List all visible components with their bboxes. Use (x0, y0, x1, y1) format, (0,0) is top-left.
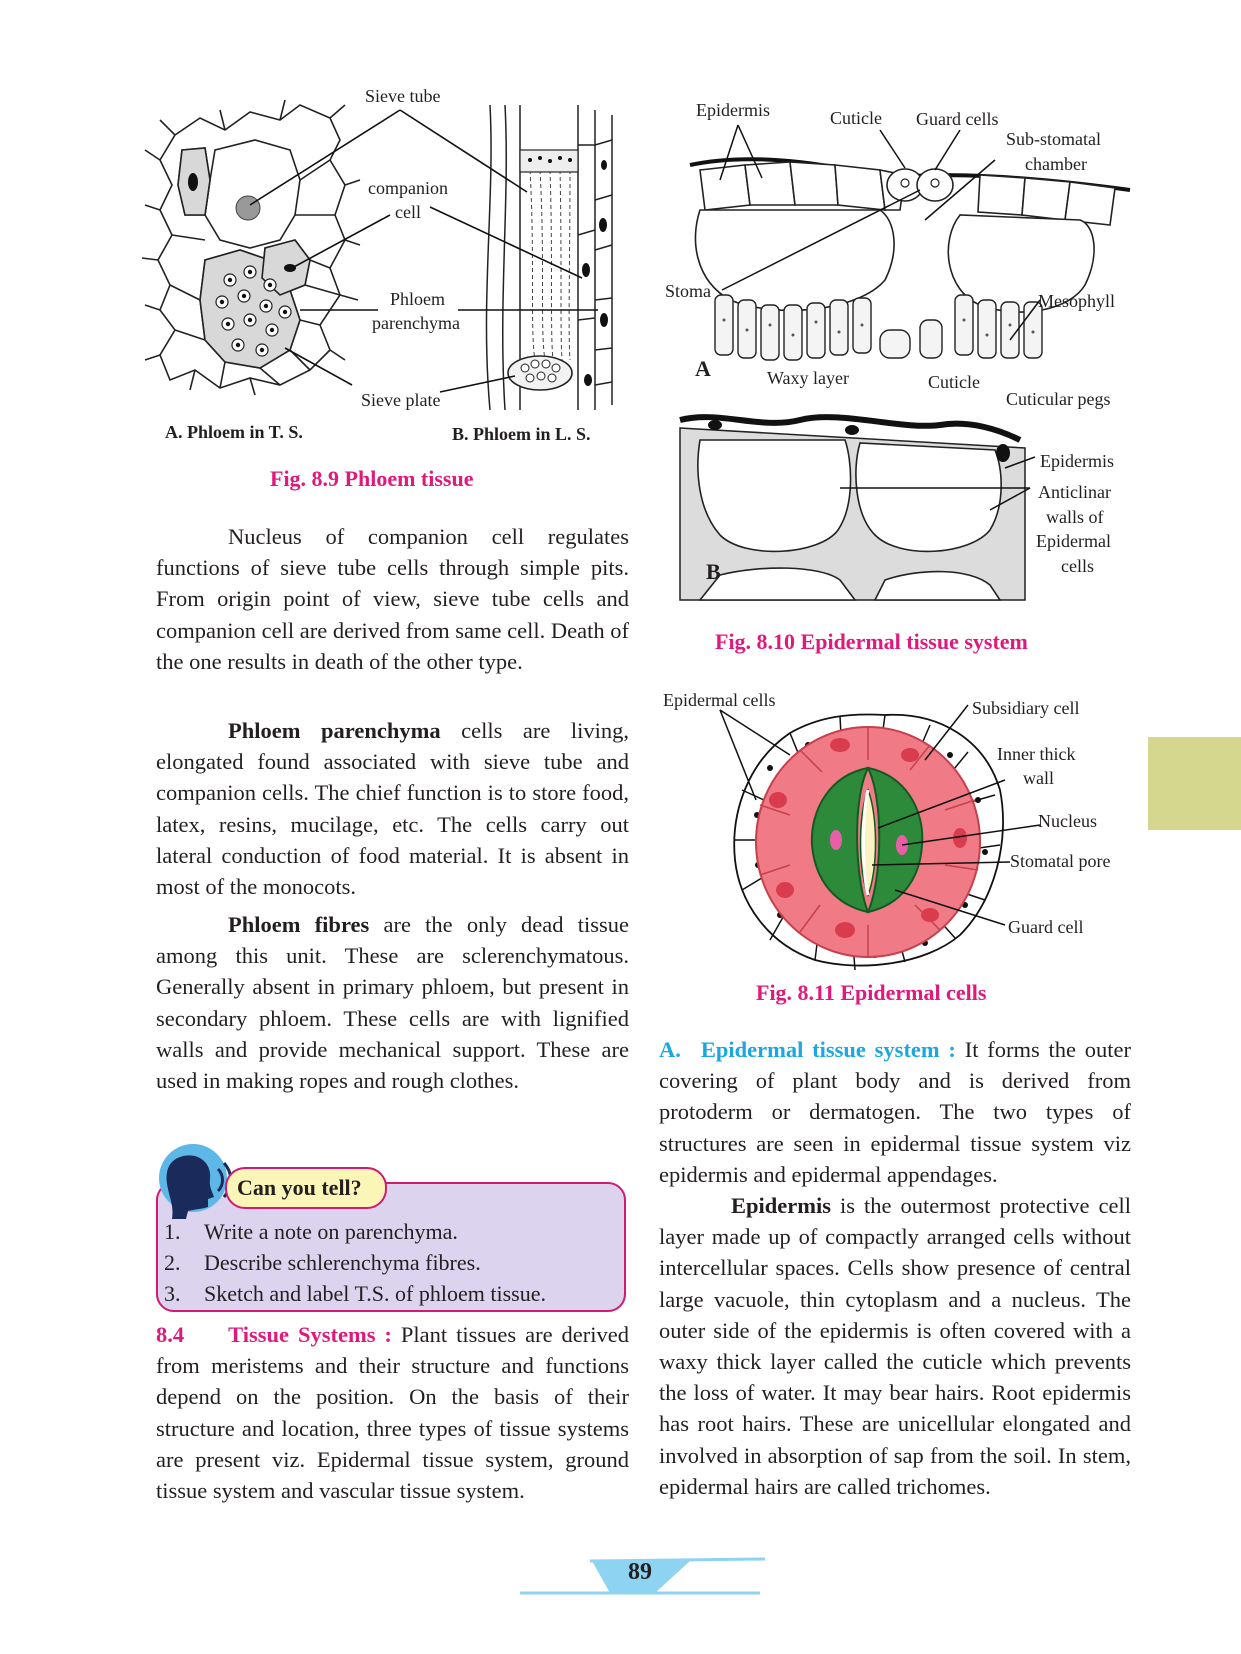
label-nucleus: Nucleus (1038, 811, 1097, 831)
label-letter-a: A (695, 356, 711, 381)
can-you-tell-title: Can you tell? (225, 1167, 387, 1209)
label-phloem-ts: A. Phloem in T. S. (165, 422, 303, 442)
label-epidermal-cells: Epidermal cells (663, 690, 776, 710)
label-subsidiary-cell: Subsidiary cell (972, 698, 1080, 718)
label-anticlinar-4: cells (1061, 556, 1094, 576)
text-phloem-fibres: are the only dead tissue among this unit. These are sclerenchymatous. Generally absent in primary phloem, but present in secondary phloem. These cells are with lignified walls and provide mechanical support. These are used in making ropes and rough clothes. (156, 912, 629, 1094)
label-guard-cell: Guard cell (1008, 917, 1084, 937)
label-cuticle: Cuticle (830, 108, 882, 128)
label-companion-cell-1: companion (368, 178, 448, 198)
term-phloem-parenchyma: Phloem parenchyma (228, 718, 441, 743)
list-item: 3. Sketch and label T.S. of phloem tissue. (164, 1281, 546, 1306)
text-companion-cell: Nucleus of companion cell regulates functions of sieve tube cells through simple pits. From origin point of view, sieve tube cells and companion cell are derived from same cell. Death of the one results in death of the other type. (156, 524, 629, 674)
label-stoma: Stoma (665, 281, 712, 301)
label-phloem-parenchyma-2: parenchyma (372, 313, 460, 333)
caption-fig-8-11: Fig. 8.11 Epidermal cells (756, 980, 987, 1005)
text-epidermis: is the outermost protective cell layer made up of compactly arranged cells without intercellular spaces. Cells show presence of central large vacuole, thin cytoplasm and a nucleus. The outer side of the epidermis is often covered with a waxy thick layer called the cuticle which prevents the loss of water. It may bear hairs. Root epidermis has root hairs. These are unicellular elongated and involved in absorption of sap from the soil. In stem, epidermal hairs are called trichomes. (659, 1193, 1131, 1499)
term-epidermis: Epidermis (731, 1193, 832, 1218)
label-substomatal-2: chamber (1025, 154, 1087, 174)
label-waxy-layer: Waxy layer (767, 368, 850, 388)
label-cuticular-pegs: Cuticular pegs (1006, 389, 1111, 409)
label-guard-cells: Guard cells (916, 109, 999, 129)
paragraph-epidermis (659, 1190, 1131, 1502)
label-anticlinar-3: Epidermal (1036, 531, 1111, 551)
page-number: 89 (628, 1559, 652, 1585)
label-epidermis-b: Epidermis (1040, 451, 1114, 471)
text-epidermal-tissue: It forms the outer covering of plant body and is derived from protoderm or dermatogen. The two types of structures are seen in epidermal tissue system viz epidermis and epidermal appendages. (659, 1037, 1131, 1187)
label-anticlinar-2: walls of (1046, 507, 1104, 527)
label-phloem-parenchyma-1: Phloem (390, 289, 446, 309)
label-stomatal-pore: Stomatal pore (1010, 851, 1111, 871)
paragraph-phloem-fibres (156, 909, 629, 1096)
label-phloem-ls: B. Phloem in L. S. (452, 424, 591, 444)
subsection-number: A. (659, 1037, 681, 1062)
label-inner-thick-1: Inner thick (997, 744, 1076, 764)
label-cuticle-b: Cuticle (928, 372, 980, 392)
label-letter-b: B (706, 559, 721, 584)
caption-fig-8-10: Fig. 8.10 Epidermal tissue system (715, 629, 1028, 654)
section-heading: Tissue Systems : (228, 1322, 392, 1347)
label-anticlinar-1: Anticlinar (1038, 482, 1111, 502)
can-you-tell-list (164, 1216, 546, 1309)
paragraph-epidermal-tissue-system (659, 1034, 1131, 1190)
paragraph-phloem-parenchyma (156, 715, 629, 902)
label-companion-cell-2: cell (395, 202, 421, 222)
term-phloem-fibres: Phloem fibres (228, 912, 370, 937)
section-number: 8.4 (156, 1322, 185, 1347)
list-item: 2. Describe schlerenchyma fibres. (164, 1250, 481, 1275)
label-epidermis: Epidermis (696, 100, 770, 120)
text-tissue-systems: Plant tissues are derived from meristems and their structure and functions depend on the position. On the basis of their structure and location, three types of tissue systems are present viz. Epidermal tissue system, ground tissue system and vascular tissue system. (156, 1322, 629, 1504)
label-mesophyll: Mesophyll (1038, 291, 1116, 311)
chapter-side-tab (1148, 737, 1241, 830)
paragraph-tissue-systems (156, 1319, 629, 1506)
subsection-heading: Epidermal tissue system : (700, 1037, 956, 1062)
caption-fig-8-9: Fig. 8.9 Phloem tissue (270, 466, 474, 491)
label-sieve-plate: Sieve plate (361, 390, 441, 410)
label-inner-thick-2: wall (1023, 768, 1054, 788)
list-item: 1. Write a note on parenchyma. (164, 1219, 458, 1244)
paragraph-companion-cell (156, 521, 629, 677)
label-substomatal-1: Sub-stomatal (1006, 129, 1101, 149)
text-phloem-parenchyma: cells are living, elongated found associated with sieve tube and companion cells. The chief function is to store food, latex, resins, mucilage, etc. The cells carry out lateral conduction of food material. It is absent in most of the monocots. (156, 718, 630, 900)
label-sieve-tube: Sieve tube (365, 86, 441, 106)
